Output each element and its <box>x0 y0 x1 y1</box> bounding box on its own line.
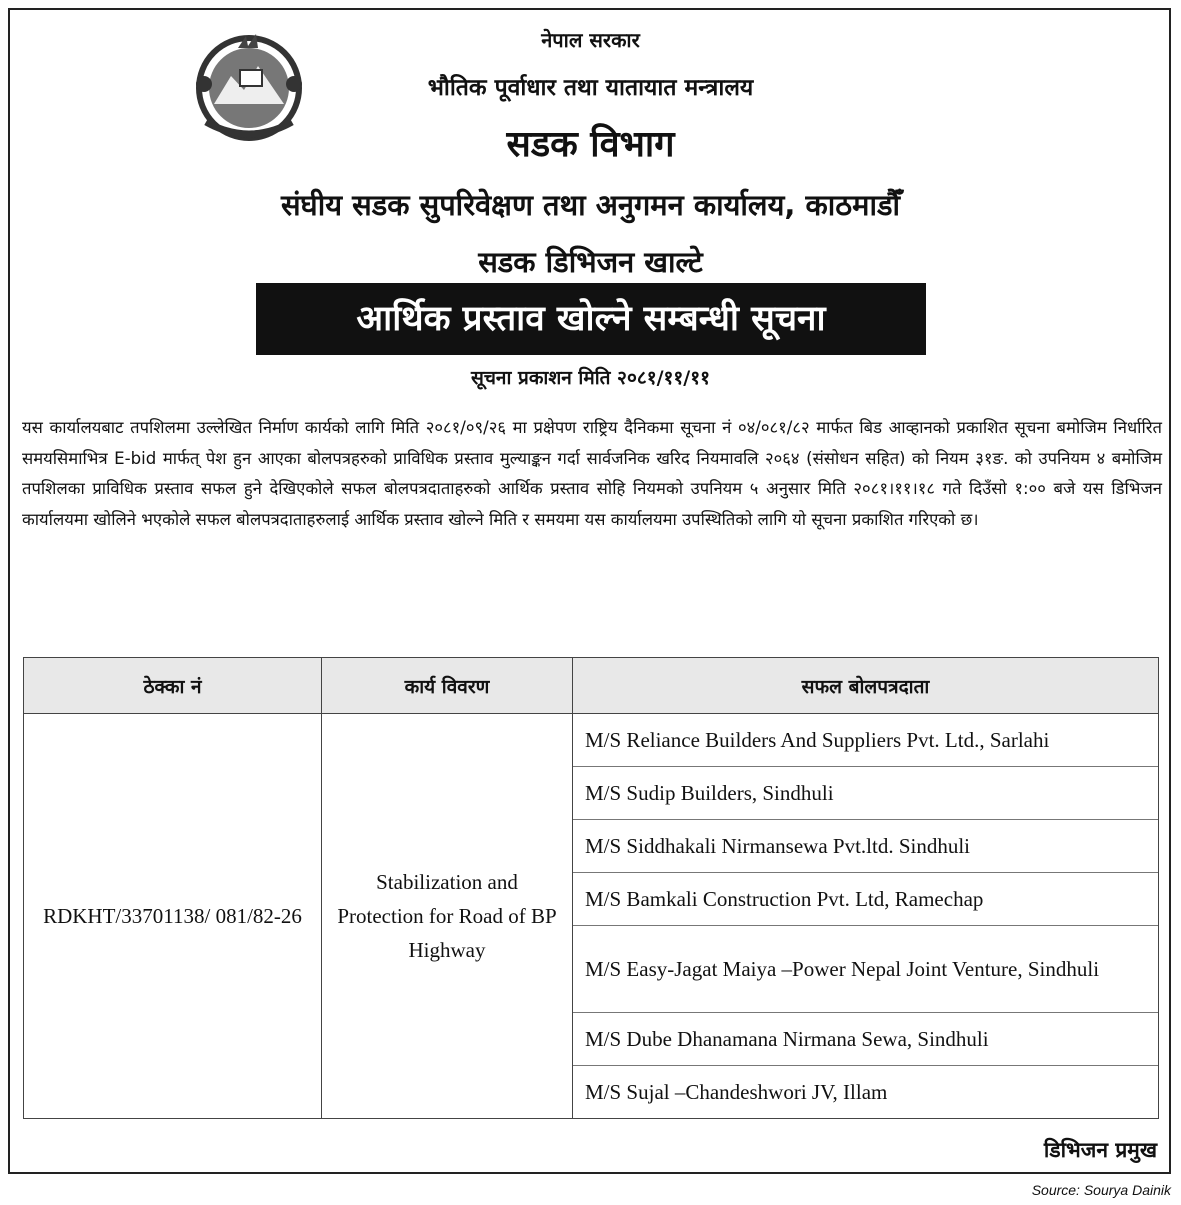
notice-body: यस कार्यालयबाट तपशिलमा उल्लेखित निर्माण कार्यको लागि मिति २०८१/०९/२६ मा प्रक्षेपण राष्ट्रिय दैनिकमा सूचना नं ०४/०८१/८२ मार्फत बिड आव्हानको प्रकाशित सूचना बमोजिम निर्धारित समयसिमाभित्र E-bid मार्फत् पेश हुन आएका बोलपत्रहरुको प्राविधिक प्रस्ताव मुल्याङ्कन गर्दा सार्वजनिक खरिद नियमावलि २०६४ (संसोधन सहित) को नियम ३१ङ. को उपनियम ४ बमोजिम तपशिलका प्राविधिक प्रस्ताव सफल हुने देखिएकोले सफल बोलपत्रदाताहरुको आर्थिक प्रस्ताव सोहि नियमको उपनियम ५ अनुसार मिति २०८१।११।१८ गते दिउँसो १:०० बजे यस डिभिजन कार्यालयमा खोलिने भएकोले सफल बोलपत्रदाताहरुलाई आर्थिक प्रस्ताव खोल्ने मिति र समयमा यस कार्यालयमा उपस्थितिको लागि यो सूचना प्रकाशित गरिएको छ। <box>22 418 1162 529</box>
bidders-cell <box>573 714 1159 1119</box>
bidder-item: M/S Easy-Jagat Maiya –Power Nepal Joint Venture, Sindhuli <box>573 926 1158 1013</box>
header-successful-bidders: सफल बोलपत्रदाता <box>573 658 1159 714</box>
bidder-item: M/S Reliance Builders And Suppliers Pvt. Ltd., Sarlahi <box>573 714 1158 767</box>
contract-number: RDKHT/33701138/ 081/82-26 <box>24 714 322 1119</box>
bidder-item: M/S Siddhakali Nirmansewa Pvt.ltd. Sindhuli <box>573 820 1158 873</box>
table-row <box>24 714 1159 1119</box>
work-description: Stabilization and Protection for Road of BP Highway <box>322 714 573 1119</box>
publication-date: सूचना प्रकाशन मिति २०८१/११/११ <box>471 367 710 389</box>
notice-title: आर्थिक प्रस्ताव खोल्ने सम्बन्धी सूचना <box>256 283 926 355</box>
bidder-item: M/S Sujal –Chandeshwori JV, Illam <box>585 1080 888 1104</box>
header-contract-no: ठेक्का नं <box>24 658 322 714</box>
source-credit: Source: Sourya Dainik <box>1031 1182 1171 1198</box>
bidder-item: M/S Sudip Builders, Sindhuli <box>573 767 1158 820</box>
division-name: सडक डिभिजन खाल्टे <box>478 245 703 279</box>
ministry-name: भौतिक पूर्वाधार तथा यातायात मन्त्रालय <box>427 75 754 101</box>
bidders-table <box>23 657 1159 1119</box>
bidder-item: M/S Bamkali Construction Pvt. Ltd, Ramechap <box>573 873 1158 926</box>
table-header-row <box>24 658 1159 714</box>
bidder-item: M/S Dube Dhanamana Nirmana Sewa, Sindhuli <box>573 1013 1158 1066</box>
department-name: सडक विभाग <box>506 124 675 165</box>
header-work-description: कार्य विवरण <box>322 658 573 714</box>
office-name: संघीय सडक सुपरिवेक्षण तथा अनुगमन कार्यालय, काठमाडौँ <box>280 188 901 222</box>
government-name: नेपाल सरकार <box>541 28 640 52</box>
signature-designation: डिभिजन प्रमुख <box>1043 1138 1157 1162</box>
